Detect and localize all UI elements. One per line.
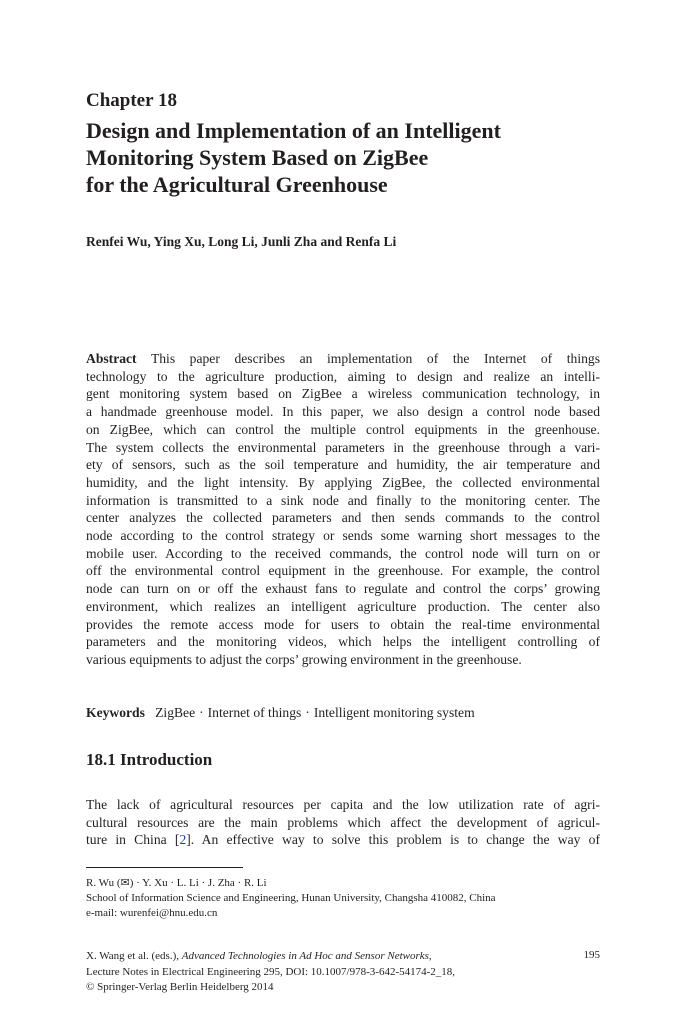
- authors: Renfei Wu, Ying Xu, Long Li, Junli Zha and Renfa Li: [86, 234, 397, 249]
- text: gent monitoring system based on ZigBee a wireless communication technology, in: [86, 386, 600, 402]
- text: off the environmental control equipment in the greenhouse. For example, the control: [86, 563, 600, 579]
- text: ety of sensors, such as the soil temperature and humidity, the air temperature and: [86, 457, 600, 473]
- text-line: [86, 616, 600, 634]
- series-doi: Lecture Notes in Electrical Engineering 295, DOI: 10.1007/978-3-642-54174-2_18,: [86, 965, 456, 978]
- text: This paper describes an implementation of the Internet of things: [150, 351, 600, 366]
- text: environment, which realizes an intelligent agriculture production. The center also: [86, 598, 600, 614]
- text-line: [86, 562, 600, 580]
- keyword: Internet of things: [207, 705, 302, 720]
- text-line: [86, 368, 600, 386]
- text-line: [86, 598, 600, 616]
- text-line: [86, 350, 600, 368]
- text-line: [86, 421, 600, 439]
- text: mobile user. According to the received commands, the control node will turn on or: [86, 545, 600, 561]
- text-line: [86, 385, 600, 403]
- title-line: Design and Implementation of an Intelligent: [86, 118, 501, 143]
- institution: School of Information Science and Engineering, Hunan University, Changsha 410082, China: [86, 892, 496, 904]
- text: provides the remote access mode for users to obtain the real-time environmental: [86, 616, 600, 632]
- footnote-rule: [86, 867, 243, 868]
- email: e-mail: wurenfei@hnu.edu.cn: [86, 907, 218, 919]
- text-line: cultural resources are the main problems which affect the development of agricul-: [86, 814, 600, 830]
- keyword: ZigBee: [155, 705, 196, 720]
- text: The system collects the environmental parameters in the greenhouse through a vari-: [86, 439, 600, 455]
- section-heading: 18.1 Introduction: [86, 750, 213, 769]
- copyright: © Springer-Verlag Berlin Heidelberg 2014: [86, 981, 274, 993]
- keyword: Intelligent monitoring system: [313, 705, 475, 720]
- text: node can turn on or off the exhaust fans to regulate and control the corps’ growing: [86, 581, 600, 597]
- text: ture in China [: [86, 832, 180, 848]
- text-line: [86, 403, 600, 421]
- introduction-text: [86, 796, 600, 849]
- title-line: Monitoring System Based on ZigBee: [86, 145, 429, 170]
- title-line: for the Agricultural Greenhouse: [86, 172, 388, 197]
- text: node according to the control strategy or sends some warning short messages to the: [86, 528, 600, 544]
- text-line: [86, 527, 600, 545]
- text-line: [86, 580, 600, 598]
- chapter-title: [86, 117, 600, 198]
- abstract-label: Abstract: [86, 351, 137, 366]
- keywords-label: Keywords: [86, 705, 145, 720]
- text: various equipments to adjust the corps’ growing environment in the greenhouse.: [86, 651, 522, 667]
- page-number: 195: [583, 949, 600, 961]
- text-line: [86, 456, 600, 474]
- text: humidity, and the light intensity. By applying ZigBee, the collected environmental: [86, 474, 600, 490]
- text: on ZigBee, which can control the multiple control equipments in the greenhouse.: [86, 421, 600, 437]
- text: technology to the agriculture production, aiming to design and realize an intelli-: [86, 368, 600, 384]
- text: center analyzes the collected parameters and then sends commands to the control: [86, 510, 600, 526]
- text: parameters and the monitoring videos, which helps the intelligent controlling of: [86, 634, 600, 650]
- text-line: [86, 439, 600, 457]
- text-line: The lack of agricultural resources per capita and the low utilization rate of agri-: [86, 797, 600, 812]
- text-line: [86, 831, 600, 849]
- text-line: [86, 492, 600, 510]
- keywords: Keywords ZigBee · Internet of things · Intelligent monitoring system: [86, 705, 475, 720]
- text-line: [86, 474, 600, 492]
- chapter-number: Chapter 18: [86, 90, 177, 111]
- text: information is transmitted to a sink node and finally to the monitoring center. The: [86, 492, 600, 508]
- text-line: [86, 545, 600, 563]
- text: a handmade greenhouse model. In this paper, we also design a control node based: [86, 404, 600, 420]
- author-footnote: [86, 876, 600, 921]
- publication-info: X. Wang et al. (eds.), Advanced Technologies in Ad Hoc and Sensor Networks, Lecture Notes in Electrical Engineering 295, DOI: 10.1007/978-3-642-54174-2_18, © Springer-Verlag Berlin Heidelberg 2014: [86, 949, 600, 996]
- book-title: Advanced Technologies in Ad Hoc and Sensor Networks: [181, 950, 429, 962]
- text-line: [86, 651, 600, 669]
- citation-link[interactable]: 2: [179, 832, 187, 848]
- text-line: [86, 633, 600, 651]
- author-affiliations: R. Wu (✉) · Y. Xu · L. Li · J. Zha · R. Li: [86, 877, 267, 889]
- text: ]. An effective way to solve this problem is to change the way of: [186, 832, 600, 848]
- editors: X. Wang et al. (eds.),: [86, 950, 182, 962]
- text-line: [86, 509, 600, 527]
- abstract: [86, 350, 600, 669]
